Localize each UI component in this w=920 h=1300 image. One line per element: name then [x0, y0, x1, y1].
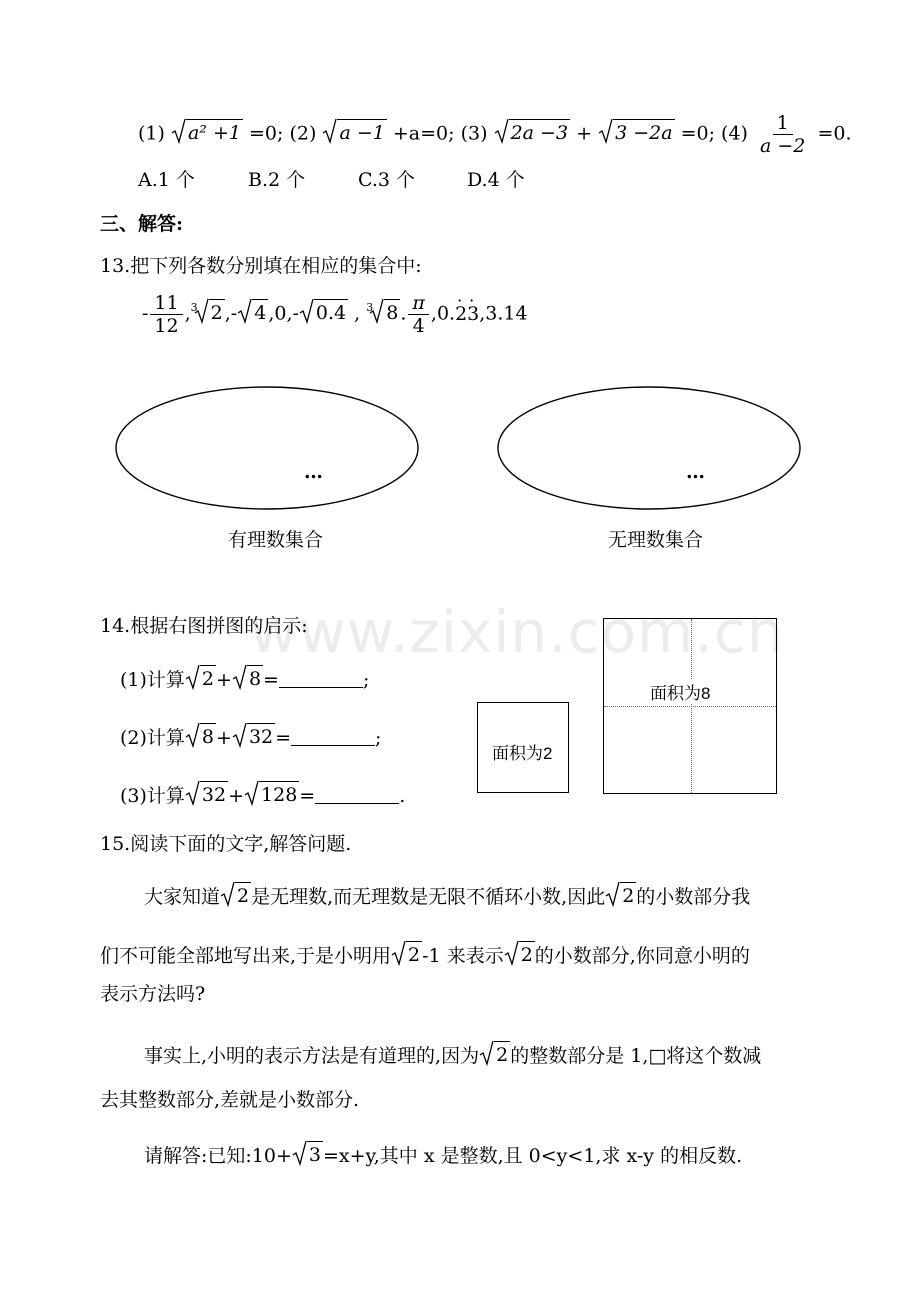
q15-p2-root2-b	[504, 940, 535, 966]
q14-step1	[120, 664, 369, 692]
q12-item3-tail: =0;	[680, 122, 715, 145]
q14-step3	[120, 780, 405, 808]
q14-step3-radicand-b: 128	[259, 781, 299, 806]
q15-p2-text-c: 的小数部分,你同意小明的	[534, 945, 750, 967]
q12-item2-radical	[322, 118, 386, 144]
rational-set-ellipsis: …	[304, 461, 323, 483]
q14-step2-label: (2)计算	[120, 727, 185, 749]
q15-paragraph3	[144, 1140, 742, 1168]
q13-n4: ,0,-	[268, 302, 299, 325]
q15-p1-radicand-a: 2	[235, 882, 251, 907]
q14-step2-radicand-b: 32	[247, 723, 275, 748]
q15-p6-root3	[292, 1140, 323, 1166]
q15-p1-root2-a	[220, 881, 251, 907]
big-square-label: 面积为8	[650, 679, 710, 704]
rational-set-label: 有理数集合	[228, 529, 324, 551]
q12-item1-label: (1)	[138, 122, 165, 145]
q14-step2	[120, 722, 381, 750]
q13-separator: ,	[354, 302, 361, 325]
q12-option-b: B.2 个	[248, 169, 306, 191]
q15-p2-root2-a	[391, 940, 422, 966]
q12-item3-plus: +	[576, 122, 593, 145]
q15-p1-text-b: 是无理数,而无理数是无限不循环小数,因此	[251, 886, 606, 908]
q12-item3-radical1	[494, 118, 570, 144]
q15-p1-text-a: 大家知道	[144, 886, 221, 908]
q13-n3-sign: ,-	[224, 302, 238, 325]
q15-paragraph2-line1	[144, 1040, 761, 1068]
q13-n8-digit1: 2 ·	[455, 303, 467, 325]
q15-p2-radicand-b: 2	[519, 941, 535, 966]
q14-step3-radical-a	[185, 780, 228, 806]
q15-p4-root2	[479, 1040, 510, 1066]
q15-p6-text-a: 请解答:已知:10+	[144, 1145, 292, 1167]
q15-p2-text-b: -1 来表示	[422, 945, 504, 967]
q15-paragraph1-line2	[100, 940, 750, 968]
q12-item1-tail: =0;	[249, 122, 284, 145]
q12-item4-denominator: a −2	[760, 135, 806, 157]
q12-item1-radical	[171, 118, 243, 144]
q13-n1-sign: -	[142, 302, 149, 325]
q13-n5-radicand: 0.4	[314, 299, 348, 324]
small-square-figure	[477, 702, 569, 793]
q14-step3-end: .	[399, 785, 406, 807]
q13-dot: .	[400, 302, 407, 325]
irrational-set-ellipsis: …	[686, 461, 705, 483]
q13-n6-radical	[369, 298, 400, 324]
rational-set-ellipse	[112, 384, 422, 512]
q15-paragraph1-line1	[144, 881, 750, 909]
q15-p4-text-a: 事实上,小明的表示方法是有道理的,因为	[144, 1045, 480, 1067]
q14-step1-radicand-a: 2	[200, 665, 216, 690]
q15-p2-radicand-a: 2	[406, 941, 422, 966]
q13-n3-radicand: 4	[252, 299, 268, 324]
irrational-set-ellipse	[494, 384, 804, 512]
q12-option-a: A.1 个	[138, 169, 195, 191]
q13-n6-radicand: 8	[384, 299, 400, 324]
q12-item3-radicand1: 2a −3	[509, 119, 570, 144]
q12-equations-line	[138, 112, 852, 157]
irrational-set-label: 无理数集合	[608, 529, 704, 551]
small-square-label: 面积为2	[492, 744, 553, 763]
q12-item2-tail: +a=0;	[392, 122, 455, 145]
q13-n1-numerator: 11	[150, 292, 182, 315]
q12-item4-label: (4)	[721, 122, 748, 145]
q15-p1-root2-b	[605, 881, 636, 907]
q15-p6-radicand: 3	[307, 1141, 323, 1166]
q14-step2-end: ;	[375, 727, 382, 749]
q12-item4-numerator: 1	[773, 112, 793, 135]
q13-n1-fraction	[150, 292, 182, 337]
q12-item3-label: (3)	[460, 122, 488, 145]
q15-p4-text-b: 的整数部分是 1,□将这个数减	[510, 1045, 762, 1067]
q15-paragraph2-line2: 去其整数部分,差就是小数部分.	[100, 1089, 360, 1111]
q13-n1-denominator: 12	[154, 315, 179, 337]
q15-p4-radicand: 2	[494, 1041, 510, 1066]
q14-step2-plus: +	[216, 727, 232, 749]
q14-step3-plus: +	[228, 785, 245, 807]
q14-step3-radicand-a: 32	[200, 781, 228, 806]
q13-n7-fraction	[408, 292, 429, 337]
q13-n3-radical	[237, 298, 268, 324]
q12-item1-radicand: a² +1	[186, 119, 243, 144]
q12-item3-radicand2: 3 −2a	[613, 119, 674, 144]
q13-n7-numerator: π	[408, 292, 429, 315]
q14-step1-radical-a	[185, 664, 216, 690]
q12-option-c: C.3 个	[358, 169, 416, 191]
q15-p2-text-a: 们不可能全部地写出来,于是小明用	[100, 945, 392, 967]
q12-item2-radicand: a −1	[337, 119, 386, 144]
q14-step3-label: (3)计算	[120, 785, 185, 807]
q14-step3-answer-blank	[315, 785, 399, 804]
q13-n5-radical	[299, 298, 348, 324]
q12-item3-radical2	[598, 118, 674, 144]
q14-step3-equals: =	[299, 785, 316, 807]
q15-p1-text-c: 的小数部分我	[636, 886, 751, 908]
big-square-horizontal-divider	[604, 706, 776, 707]
q14-step1-equals: =	[263, 669, 279, 691]
q14-step1-label: (1)计算	[120, 669, 185, 691]
q14-step2-radical-a	[185, 722, 216, 748]
q15-p6-text-b: =x+y,其中 x 是整数,且 0<y<1,求 x-y 的相反数.	[323, 1145, 743, 1167]
q14-step1-plus: +	[216, 669, 232, 691]
q14-step2-answer-blank	[291, 727, 375, 746]
q15-prompt: 15.阅读下面的文字,解答问题.	[100, 833, 352, 855]
q13-n8-digit2: 3 ·	[467, 303, 479, 325]
q14-step1-radicand-b: 8	[247, 665, 263, 690]
q13-numbers-line: - $\frac{11}{12}$ ,$^3$ 2 ,- 4 ,0,- 0.4 , $^3$ 8 . $\frac{\pi}{4}$ ,0.2 ·3 ·,3.14	[142, 292, 528, 337]
q13-n2-radical	[194, 298, 225, 324]
q15-p1-radicand-b: 2	[620, 882, 636, 907]
watermark: www.zixin.com.cn	[250, 598, 785, 666]
q12-option-d: D.4 个	[467, 169, 525, 191]
q14-prompt: 14.根据右图拼图的启示:	[100, 615, 308, 637]
q13-n8-prefix: ,0.	[430, 302, 456, 325]
q13-n7-denominator: 4	[412, 315, 425, 337]
q14-step1-answer-blank	[279, 669, 363, 688]
q13-n2-radicand: 2	[209, 299, 225, 324]
q12-item4-tail: =0.	[817, 122, 852, 145]
big-square-figure	[603, 618, 777, 794]
q14-step2-radical-b	[232, 722, 275, 748]
q15-paragraph1-line3: 表示方法吗?	[100, 983, 206, 1005]
section-heading: 三、解答:	[100, 213, 184, 235]
q14-step3-radical-b	[244, 780, 299, 806]
q13-prompt: 13.把下列各数分别填在相应的集合中:	[100, 255, 422, 277]
q12-item2-label: (2)	[289, 122, 317, 145]
q14-step2-radicand-a: 8	[200, 723, 216, 748]
q14-step1-end: ;	[362, 669, 370, 691]
q14-step1-radical-b	[232, 664, 263, 690]
q12-item4-fraction	[756, 112, 809, 157]
q14-step2-equals: =	[275, 727, 292, 749]
q13-n9: ,3.14	[479, 302, 528, 325]
